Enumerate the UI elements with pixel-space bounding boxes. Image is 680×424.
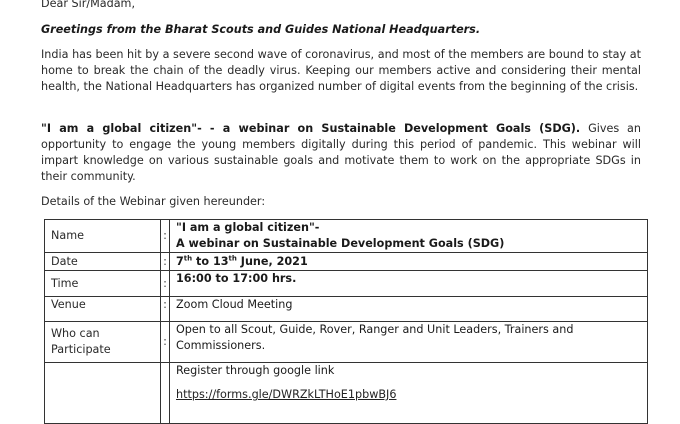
table-row-who-can-participate bbox=[45, 322, 648, 363]
row-label bbox=[45, 363, 161, 424]
participants-value: Open to all Scout, Guide, Rover, Ranger and Unit Leaders, Trainers and Commissioners. bbox=[170, 322, 648, 363]
table-row-venue bbox=[45, 297, 648, 322]
row-colon bbox=[161, 363, 170, 424]
details-lead: Details of the Webinar given hereunder: bbox=[41, 195, 266, 208]
table-row-time bbox=[45, 271, 648, 297]
time-value: 16:00 to 17:00 hrs. bbox=[170, 271, 648, 297]
date-start-suffix: th bbox=[183, 253, 193, 262]
intro-paragraph: India has been hit by a severe second wave of coronavirus, and most of the members are bound to stay at home to break the chain of the deadly virus. Keeping our members active and considering their mental health, the National Headquarters has organized number of digital events from the beginning of the crisis. bbox=[41, 48, 641, 93]
greeting-heading: Greetings from the Bharat Scouts and Guides National Headquarters. bbox=[41, 23, 481, 36]
webinar-title-lead: "I am a global citizen"- - a webinar on Sustainable Development Goals (SDG). bbox=[41, 122, 581, 135]
row-label-line2: Participate bbox=[51, 343, 111, 356]
row-colon: : bbox=[161, 220, 170, 253]
date-end-day: to 13 bbox=[192, 254, 229, 268]
row-colon: : bbox=[161, 322, 170, 363]
date-start-day: 7 bbox=[176, 254, 184, 268]
webinar-name-value bbox=[170, 220, 648, 253]
row-label: Date bbox=[45, 253, 161, 271]
register-instruction: Register through google link bbox=[176, 364, 335, 377]
row-label: Name bbox=[45, 220, 161, 253]
webinar-name-line1: "I am a global citizen"- bbox=[176, 221, 320, 234]
webinar-details-table bbox=[44, 219, 648, 424]
webinar-paragraph bbox=[41, 121, 641, 185]
register-value bbox=[170, 363, 648, 424]
row-colon: : bbox=[161, 253, 170, 271]
date-end-suffix: th bbox=[228, 253, 237, 262]
row-label: Time bbox=[45, 271, 161, 297]
webinar-name-line2: A webinar on Sustainable Development Goals (SDG) bbox=[176, 237, 505, 250]
table-row-name bbox=[45, 220, 648, 253]
row-colon: : bbox=[161, 271, 170, 297]
webinar-description: Gives an opportunity to engage the young members digitally during this period of pandemic. This webinar will impart knowledge on various sustainable goals and motivate them to work on the appropriate SDGs in their community. bbox=[41, 122, 641, 183]
table-row-date bbox=[45, 253, 648, 271]
date-value bbox=[170, 253, 648, 271]
row-label bbox=[45, 322, 161, 363]
venue-value: Zoom Cloud Meeting bbox=[170, 297, 648, 322]
table-row-register bbox=[45, 363, 648, 424]
registration-link[interactable]: https://forms.gle/DWRZkLTHoE1pbwBJ6 bbox=[176, 388, 397, 401]
row-colon: : bbox=[161, 297, 170, 322]
row-label: Venue bbox=[45, 297, 161, 322]
date-month-year: June, 2021 bbox=[236, 254, 308, 268]
row-label-line1: Who can bbox=[51, 327, 100, 340]
salutation: Dear Sir/Madam, bbox=[41, 0, 136, 10]
